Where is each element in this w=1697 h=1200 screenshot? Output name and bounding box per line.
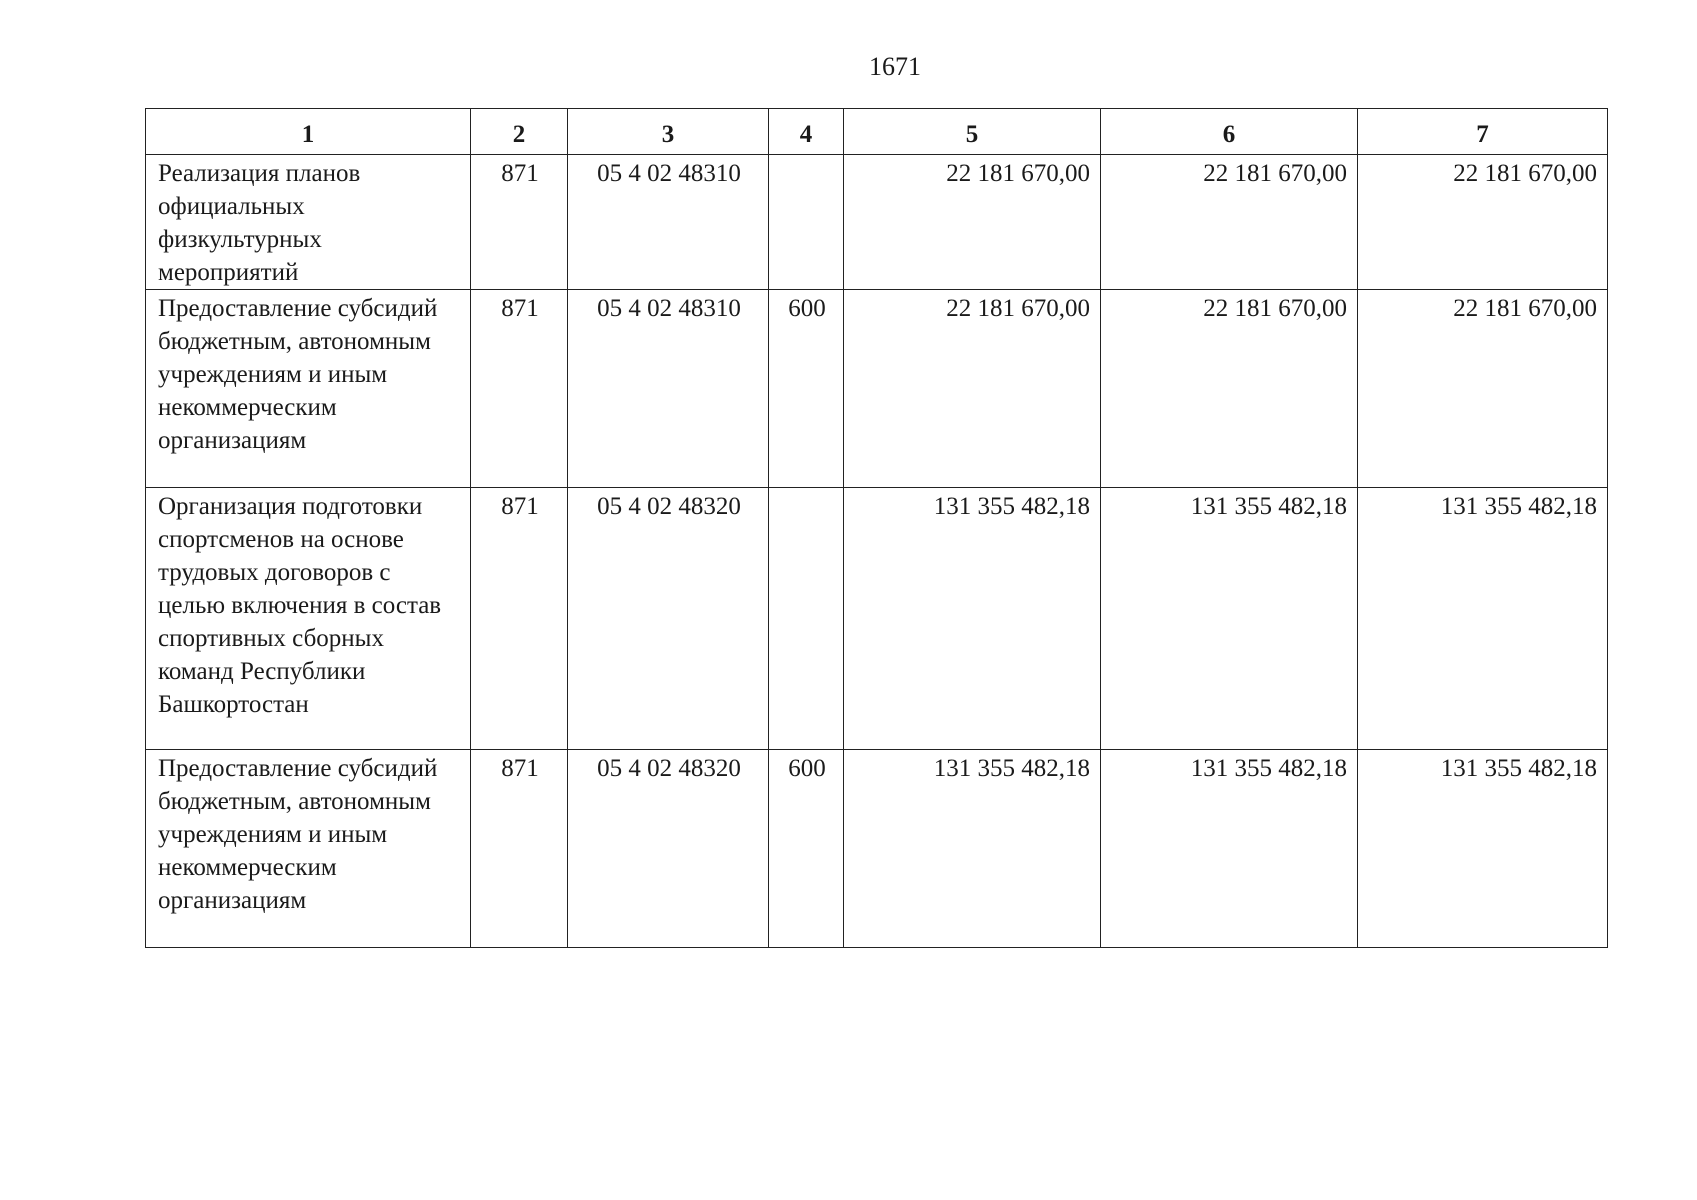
row-name-cell: Реализация планов официальных физкультурных мероприятий [146,155,471,290]
row-col2-cell: 871 [471,750,568,948]
header-cell-7: 7 [1358,109,1608,155]
row-name-cell: Предоставление субсидий бюджетным, автономным учреждениям и иным некоммерческим организациям [146,290,471,488]
header-cell-1: 1 [146,109,471,155]
header-cell-2: 2 [471,109,568,155]
table-row [146,488,1608,750]
budget-table [145,108,1608,948]
row-col4-cell: 600 [769,290,844,488]
table-row [146,155,1608,290]
row-col3-cell: 05 4 02 48310 [568,290,769,488]
header-cell-4: 4 [769,109,844,155]
row-col2-cell: 871 [471,488,568,750]
row-col5-cell: 22 181 670,00 [844,155,1101,290]
header-cell-5: 5 [844,109,1101,155]
row-col7-cell: 22 181 670,00 [1358,155,1608,290]
row-col6-cell: 131 355 482,18 [1101,750,1358,948]
row-col4-cell [769,488,844,750]
row-col7-cell: 131 355 482,18 [1358,488,1608,750]
row-col2-cell: 871 [471,155,568,290]
row-col2-cell: 871 [471,290,568,488]
row-col6-cell: 131 355 482,18 [1101,488,1358,750]
row-col7-cell: 131 355 482,18 [1358,750,1608,948]
row-col3-cell: 05 4 02 48310 [568,155,769,290]
row-col4-cell: 600 [769,750,844,948]
row-name-cell: Предоставление субсидий бюджетным, автономным учреждениям и иным некоммерческим организациям [146,750,471,948]
row-col5-cell: 131 355 482,18 [844,488,1101,750]
row-col6-cell: 22 181 670,00 [1101,155,1358,290]
page-number: 1671 [869,52,921,81]
row-col4-cell [769,155,844,290]
row-col5-cell: 131 355 482,18 [844,750,1101,948]
row-col3-cell: 05 4 02 48320 [568,488,769,750]
table-row [146,750,1608,948]
row-col5-cell: 22 181 670,00 [844,290,1101,488]
header-cell-6: 6 [1101,109,1358,155]
table-row [146,290,1608,488]
row-col3-cell: 05 4 02 48320 [568,750,769,948]
row-name-cell: Организация подготовки спортсменов на основе трудовых договоров с целью включения в состав спортивных сборных команд Республики Башкортостан [146,488,471,750]
row-col6-cell: 22 181 670,00 [1101,290,1358,488]
row-col7-cell: 22 181 670,00 [1358,290,1608,488]
header-row [146,109,1608,155]
header-cell-3: 3 [568,109,769,155]
